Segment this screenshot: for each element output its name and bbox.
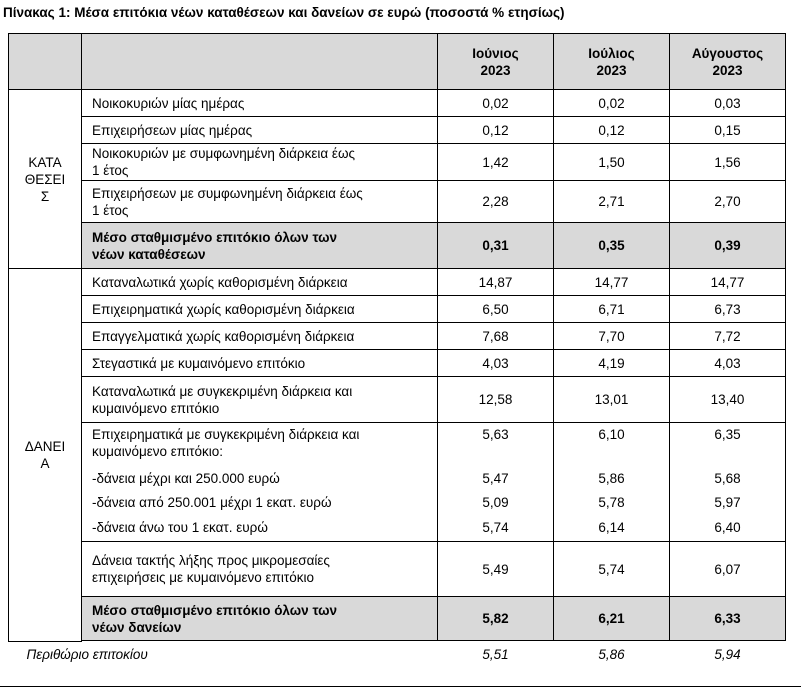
value-cell: 6,73 <box>670 296 786 323</box>
value-cell: 0,39 <box>670 223 786 269</box>
value-cell: 5,82 <box>438 597 554 641</box>
table-row <box>9 423 786 467</box>
value-cell: 1,56 <box>670 144 786 181</box>
row-label: Επιχειρηματικά με συγκεκριμένη διάρκεια και κυμαινόμενο επιτόκιο: <box>82 423 438 467</box>
row-label: Νοικοκυριών με συμφωνημένη διάρκεια έως 1 έτος <box>82 144 438 181</box>
table-row <box>9 269 786 296</box>
value-cell: 14,87 <box>438 269 554 296</box>
table-row <box>9 117 786 144</box>
value-cell: 4,03 <box>670 350 786 377</box>
value-cell: 0,02 <box>438 90 554 117</box>
value-cell: 0,03 <box>670 90 786 117</box>
header-june: Ιούνιος 2023 <box>438 34 554 90</box>
value-cell: 4,03 <box>438 350 554 377</box>
value-cell: 6,10 <box>554 423 670 467</box>
header-empty-group <box>9 34 82 90</box>
value-cell: 13,40 <box>670 377 786 423</box>
row-label: Νοικοκυριών μίας ημέρας <box>82 90 438 117</box>
value-cell: 5,97 <box>670 491 786 515</box>
deposits-total-row <box>9 223 786 269</box>
value-cell: 0,35 <box>554 223 670 269</box>
value-cell: 0,12 <box>554 117 670 144</box>
value-cell: 5,51 <box>482 646 509 662</box>
table-row <box>9 296 786 323</box>
row-label: Δάνεια τακτής λήξης προς μικρομεσαίες επιχειρήσεις με κυμαινόμενο επιτόκιο <box>82 542 438 597</box>
row-label: Καταναλωτικά με συγκεκριμένη διάρκεια και κυμαινόμενο επιτόκιο <box>82 377 438 423</box>
value-cell: 14,77 <box>554 269 670 296</box>
value-cell: 12,58 <box>438 377 554 423</box>
value-cell: 0,15 <box>670 117 786 144</box>
loans-total-row <box>9 597 786 641</box>
table-row <box>9 467 786 491</box>
value-cell: 0,12 <box>438 117 554 144</box>
value-cell: 5,74 <box>554 542 670 597</box>
value-cell: 5,68 <box>670 467 786 491</box>
value-cell: 5,47 <box>438 467 554 491</box>
value-cell: 6,40 <box>670 515 786 542</box>
value-cell: 7,68 <box>438 323 554 350</box>
value-cell: 2,28 <box>438 181 554 223</box>
value-cell: 0,31 <box>438 223 554 269</box>
value-cell: 7,70 <box>554 323 670 350</box>
table-row <box>9 377 786 423</box>
row-label: -δάνεια από 250.001 μέχρι 1 εκατ. ευρώ <box>82 491 438 515</box>
interest-spread-row <box>9 641 786 668</box>
table-title: Πίνακας 1: Μέσα επιτόκια νέων καταθέσεων και δανείων σε ευρώ (ποσοστά % ετησίως) <box>3 5 565 20</box>
value-cell: 2,70 <box>670 181 786 223</box>
row-label: Μέσο σταθμισμένο επιτόκιο όλων των νέων καταθέσεων <box>82 223 438 269</box>
row-label: Μέσο σταθμισμένο επιτόκιο όλων των νέων δανείων <box>82 597 438 641</box>
value-cell: 2,71 <box>554 181 670 223</box>
value-cell: 6,07 <box>670 542 786 597</box>
header-empty-label <box>82 34 438 90</box>
value-cell: 1,42 <box>438 144 554 181</box>
row-label: Επιχειρήσεων μίας ημέρας <box>82 117 438 144</box>
group-label-loans: ΔΑΝΕΙ Α <box>9 269 82 642</box>
row-label: Στεγαστικά με κυμαινόμενο επιτόκιο <box>82 350 438 377</box>
table-row <box>9 515 786 542</box>
value-cell: 5,09 <box>438 491 554 515</box>
value-cell: 6,21 <box>554 597 670 641</box>
value-cell: 6,35 <box>670 423 786 467</box>
value-cell: 5,74 <box>438 515 554 542</box>
table-row <box>9 90 786 117</box>
value-cell: 5,63 <box>438 423 554 467</box>
value-cell: 14,77 <box>670 269 786 296</box>
value-cell: 5,49 <box>438 542 554 597</box>
header-august: Αύγουστος 2023 <box>670 34 786 90</box>
row-label: Καταναλωτικά χωρίς καθορισμένη διάρκεια <box>82 269 438 296</box>
table-row <box>9 350 786 377</box>
table-row <box>9 491 786 515</box>
value-cell: 5,86 <box>554 467 670 491</box>
value-cell: 4,19 <box>554 350 670 377</box>
row-label: -δάνεια μέχρι και 250.000 ευρώ <box>82 467 438 491</box>
value-cell: 1,50 <box>554 144 670 181</box>
value-cell: 6,14 <box>554 515 670 542</box>
row-label: -δάνεια άνω του 1 εκατ. ευρώ <box>82 515 438 542</box>
interest-rates-table <box>8 33 786 668</box>
row-label: Περιθώριο επιτοκίου <box>26 647 148 662</box>
value-cell: 5,78 <box>554 491 670 515</box>
group-label-deposits: ΚΑΤΑ ΘΕΣΕΙ Σ <box>9 90 82 269</box>
row-label: Επιχειρήσεων με συμφωνημένη διάρκεια έως 1 έτος <box>82 181 438 223</box>
value-cell: 0,02 <box>554 90 670 117</box>
value-cell: 6,71 <box>554 296 670 323</box>
table-row <box>9 181 786 223</box>
value-cell: 7,72 <box>670 323 786 350</box>
header-row <box>9 34 786 90</box>
table-row <box>9 144 786 181</box>
row-label: Επαγγελματικά χωρίς καθορισμένη διάρκεια <box>82 323 438 350</box>
header-july: Ιούλιος 2023 <box>554 34 670 90</box>
value-cell: 6,33 <box>670 597 786 641</box>
table-row <box>9 542 786 597</box>
bottom-rule <box>0 686 801 687</box>
row-label: Επιχειρηματικά χωρίς καθορισμένη διάρκεια <box>82 296 438 323</box>
value-cell: 5,94 <box>714 646 741 662</box>
value-cell: 5,86 <box>598 646 625 662</box>
value-cell: 6,50 <box>438 296 554 323</box>
table-row <box>9 323 786 350</box>
value-cell: 13,01 <box>554 377 670 423</box>
